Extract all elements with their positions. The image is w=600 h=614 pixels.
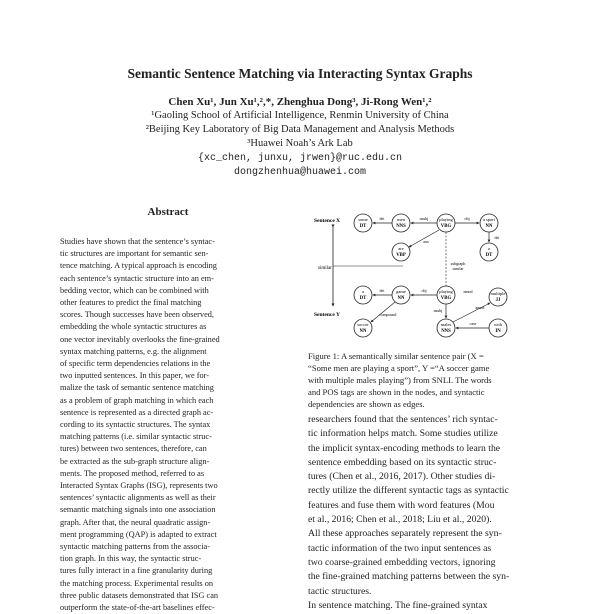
body-line: In sentence matching. The fine-grained syntax <box>308 599 488 611</box>
caption-line: with multiple males playing”) from SNLI. The words <box>308 375 492 385</box>
body-line: All these approaches separately represent the syn- <box>308 528 502 540</box>
edge-label: obj <box>464 216 470 221</box>
svg-text:men: men <box>397 217 405 222</box>
abstract-line: of specific term dependencies relations in the <box>60 359 211 369</box>
abstract-line: Interacted Syntax Graphs (ISG), represents two <box>60 481 218 491</box>
abstract-line: graph. After that, the neural quadratic assign- <box>60 517 211 527</box>
syntax-graph-figure <box>308 205 558 350</box>
graph-node <box>354 214 372 232</box>
abstract-line: cording to its syntactic structures. The syntax <box>60 420 211 430</box>
edge-label: det <box>379 288 385 293</box>
abstract-line: sentence is represented as a directed graph ac- <box>60 407 214 417</box>
body-line: tactic structures. <box>308 585 372 597</box>
body-text-right-column <box>308 413 558 613</box>
abstract-line: syntactic matching patterns from the associa- <box>60 542 210 552</box>
abstract-line: tence matching. A typical approach is encoding <box>60 261 217 271</box>
svg-text:a: a <box>488 246 490 251</box>
graph-node <box>480 243 498 261</box>
body-line: two coarse-grained embedding vectors, ignoring <box>308 556 496 568</box>
svg-text:a sport: a sport <box>482 217 496 222</box>
abstract-line: sentences’ syntactic alignments as well as their <box>60 493 216 503</box>
svg-text:playing: playing <box>439 289 453 294</box>
edge-label: nmod <box>463 289 473 294</box>
svg-text:a: a <box>362 289 364 294</box>
edge-label: det <box>379 216 385 221</box>
edge-label: nsubj <box>419 216 429 221</box>
body-line: features and fuse them with word features (Mou <box>308 499 495 511</box>
subgraph-similar-label: subgraph <box>450 261 466 266</box>
svg-text:VBG: VBG <box>440 224 452 229</box>
body-line: et al., 2016; Chen et al., 2018; Liu et al., 2020). <box>308 514 492 526</box>
body-line: the fine-grained matching patterns between the syn- <box>308 571 510 583</box>
abstract-line: malize the task of semantic sentence matching <box>60 383 214 393</box>
similar-label: similar <box>318 266 332 271</box>
abstract-line: bedding vector, which can be combined with <box>60 285 209 295</box>
svg-text:playing: playing <box>439 217 453 222</box>
svg-text:NNS: NNS <box>441 329 451 334</box>
body-line: tures (Chen et al., 2016, 2017). Other studies di- <box>308 471 496 483</box>
abstract-line: other features to predict the final matching <box>60 298 202 308</box>
abstract-line: three public datasets demonstrated that ISG can <box>60 590 219 600</box>
caption-line: dependencies are shown as edges. <box>308 399 425 409</box>
sentence-y-label: Sentence Y <box>314 312 340 318</box>
svg-text:are: are <box>398 246 404 251</box>
body-line: sentence embedding based on its syntactic struc- <box>308 456 497 468</box>
sentence-x-label: Sentence X <box>314 218 341 224</box>
graph-node <box>437 214 455 232</box>
abstract-line: semantic matching signals into one association <box>60 505 216 515</box>
abstract-heading: Abstract <box>147 206 189 218</box>
body-line: tic information helps match. Some studies utilize <box>308 428 498 440</box>
caption-line: Figure 1: A semantically similar sentence pair (X = <box>308 351 484 361</box>
abstract-line: one vector inevitably overlooks the fine-grained <box>60 334 220 344</box>
abstract-line: the matching process. Experimental results on <box>60 578 213 588</box>
svg-text:NN: NN <box>359 329 367 334</box>
paper-authors: Chen Xu¹, Jun Xu¹,²,*, Zhenghua Dong³, Ji-Rong Wen¹,² <box>168 96 432 108</box>
svg-text:VBP: VBP <box>396 253 406 258</box>
edge-label: nsubj <box>433 308 443 313</box>
abstract-line: tures fully interact in a fine granularity during <box>60 566 213 576</box>
edge-label: aux <box>423 239 429 244</box>
svg-text:VBG: VBG <box>440 296 452 301</box>
svg-text:NN: NN <box>397 296 405 301</box>
email-line-2: dongzhenhua@huawei.com <box>233 167 367 178</box>
abstract-line: Studies have shown that the sentence’s syntac- <box>60 237 215 246</box>
abstract-line: outperform the state-of-the-art baselines effec- <box>60 603 215 613</box>
graph-node <box>392 214 410 232</box>
svg-text:JJ: JJ <box>495 298 501 303</box>
edge-label: compound <box>379 312 397 317</box>
svg-text:males: males <box>440 322 452 327</box>
edge-label: case <box>469 321 477 326</box>
svg-text:NN: NN <box>485 224 493 229</box>
abstract-line: as a problem of graph matching in which each <box>60 395 214 405</box>
svg-text:some: some <box>358 217 368 222</box>
abstract-line: syntax matching patterns, e.g. the alignment <box>60 346 207 356</box>
graph-node <box>489 319 507 337</box>
graph-node <box>354 319 372 337</box>
edge-label: obj <box>421 288 427 293</box>
affiliation-3: ³Huawei Noah’s Ark Lab <box>247 138 353 149</box>
body-line: the implicit syntax-encoding methods to learn the <box>308 442 501 454</box>
graph-node <box>437 319 455 337</box>
abstract-body <box>60 236 276 614</box>
caption-line: “Some men are playing a sport”, Y =“A soccer game <box>308 363 490 373</box>
svg-text:DT: DT <box>485 253 493 258</box>
svg-text:soccer: soccer <box>357 322 369 327</box>
graph-node <box>392 243 410 261</box>
svg-text:multiple: multiple <box>490 291 506 296</box>
graph-node <box>354 286 372 304</box>
abstract-line: each sentence’s syntactic structure into an em- <box>60 273 214 283</box>
abstract-line: two inputted sentences. In this paper, we for- <box>60 371 210 381</box>
graph-node <box>437 286 455 304</box>
abstract-line: tures) between two sentences, therefore, can <box>60 444 207 454</box>
paper-title: Semantic Sentence Matching via Interacting Syntax Graphs <box>127 66 473 81</box>
email-line-1: {xc_chen, junxu, jrwen}@ruc.edu.cn <box>197 153 403 164</box>
body-line: rectly utilize the different syntactic tags as syntactic <box>308 485 509 497</box>
svg-text:with: with <box>493 322 503 327</box>
svg-text:game: game <box>396 289 406 294</box>
svg-text:IN: IN <box>495 329 501 334</box>
abstract-line: be extracted as the sub-graph structure align- <box>60 456 210 466</box>
graph-node <box>489 288 507 306</box>
graph-node <box>480 214 498 232</box>
svg-text:DT: DT <box>359 296 367 301</box>
graph-node <box>392 286 410 304</box>
caption-line: and POS tags are shown in the nodes, and syntactic <box>308 387 485 397</box>
figure-caption <box>308 350 558 410</box>
abstract-line: scores. Though successes have been observed, <box>60 310 214 320</box>
svg-text:DT: DT <box>359 224 367 229</box>
abstract-line: matching patterns (i.e. similar syntactic struc- <box>60 432 212 442</box>
svg-text:NNS: NNS <box>396 224 406 229</box>
abstract-line: tic structures are important for semantic sen- <box>60 249 209 259</box>
edge-label: det <box>494 235 500 240</box>
affiliation-2: ²Beijing Key Laboratory of Big Data Management and Analysis Methods <box>145 124 455 135</box>
abstract-line: embedding the whole syntactic structures as <box>60 322 207 332</box>
abstract-line: ment programming (QAP) is adapted to extract <box>60 529 217 539</box>
edge-label: amod <box>475 305 485 310</box>
body-line: tactic information of the two input sentences as <box>308 542 492 554</box>
affiliation-1: ¹Gaoling School of Artificial Intelligence, Renmin University of China <box>151 110 449 121</box>
abstract-line: ments. The proposed method, referred to as <box>60 468 205 478</box>
svg-text:similar: similar <box>452 266 464 271</box>
abstract-line: tion graph. In this way, the syntactic struc- <box>60 554 202 564</box>
body-line: researchers found that the sentences’ rich syntac- <box>308 414 498 425</box>
